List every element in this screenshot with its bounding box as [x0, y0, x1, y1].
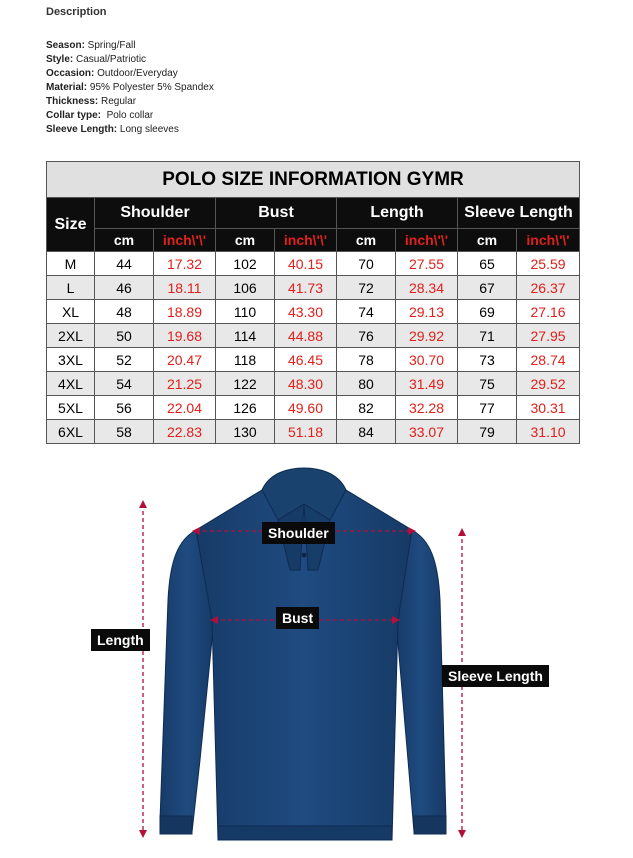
cm-value-cell: 54	[95, 372, 154, 396]
bust-label: Bust	[276, 607, 319, 629]
cm-value-cell: 67	[458, 276, 517, 300]
inch-value-cell: 18.11	[154, 276, 216, 300]
inch-value-cell: 31.10	[517, 420, 580, 444]
table-row	[47, 276, 580, 300]
size-cell: 6XL	[47, 420, 95, 444]
inch-value-cell: 21.25	[154, 372, 216, 396]
inch-value-cell: 43.30	[275, 300, 337, 324]
cm-value-cell: 122	[216, 372, 275, 396]
attribute-row	[46, 81, 214, 95]
table-row	[47, 420, 580, 444]
attribute-value: Casual/Patriotic	[73, 54, 147, 65]
button-2	[302, 553, 307, 558]
inch-value-cell: 26.37	[517, 276, 580, 300]
size-cell: M	[47, 252, 95, 276]
attribute-value: Polo collar	[101, 110, 154, 121]
inch-value-cell: 48.30	[275, 372, 337, 396]
inch-value-cell: 51.18	[275, 420, 337, 444]
cm-value-cell: 75	[458, 372, 517, 396]
column-header: Shoulder	[95, 198, 216, 229]
table-row	[47, 372, 580, 396]
table-title: POLO SIZE INFORMATION GYMR	[47, 162, 580, 198]
cm-value-cell: 84	[337, 420, 396, 444]
cm-value-cell: 74	[337, 300, 396, 324]
cm-value-cell: 50	[95, 324, 154, 348]
inch-value-cell: 40.15	[275, 252, 337, 276]
inch-value-cell: 17.32	[154, 252, 216, 276]
unit-cm-header: cm	[216, 229, 275, 252]
table-row	[47, 324, 580, 348]
inch-value-cell: 28.74	[517, 348, 580, 372]
polo-shirt-illustration	[0, 460, 633, 853]
attribute-key: Material:	[46, 82, 88, 93]
inch-value-cell: 22.04	[154, 396, 216, 420]
cm-value-cell: 46	[95, 276, 154, 300]
inch-value-cell: 30.31	[517, 396, 580, 420]
size-cell: XL	[47, 300, 95, 324]
size-chart-table	[46, 161, 580, 444]
sleeve-length-label: Sleeve Length	[442, 665, 549, 687]
unit-cm-header: cm	[458, 229, 517, 252]
inch-value-cell: 27.95	[517, 324, 580, 348]
size-cell: 2XL	[47, 324, 95, 348]
inch-value-cell: 27.16	[517, 300, 580, 324]
attribute-value: Outdoor/Everyday	[94, 68, 178, 79]
inch-value-cell: 33.07	[396, 420, 458, 444]
cm-value-cell: 48	[95, 300, 154, 324]
cm-value-cell: 69	[458, 300, 517, 324]
cm-value-cell: 44	[95, 252, 154, 276]
cm-value-cell: 118	[216, 348, 275, 372]
inch-value-cell: 20.47	[154, 348, 216, 372]
inch-value-cell: 44.88	[275, 324, 337, 348]
inch-value-cell: 28.34	[396, 276, 458, 300]
cm-value-cell: 70	[337, 252, 396, 276]
unit-inch-header: inch\'\'	[517, 229, 580, 252]
table-row	[47, 252, 580, 276]
size-cell: L	[47, 276, 95, 300]
cm-value-cell: 78	[337, 348, 396, 372]
cm-value-cell: 80	[337, 372, 396, 396]
column-header: Sleeve Length	[458, 198, 580, 229]
cm-value-cell: 110	[216, 300, 275, 324]
column-header: Bust	[216, 198, 337, 229]
cm-value-cell: 58	[95, 420, 154, 444]
unit-inch-header: inch\'\'	[275, 229, 337, 252]
unit-cm-header: cm	[95, 229, 154, 252]
cm-value-cell: 77	[458, 396, 517, 420]
attribute-key: Season:	[46, 40, 85, 51]
attribute-key: Style:	[46, 54, 74, 65]
attribute-value: Spring/Fall	[84, 40, 136, 51]
attribute-row	[46, 123, 214, 137]
unit-inch-header: inch\'\'	[396, 229, 458, 252]
size-cell: 4XL	[47, 372, 95, 396]
table-row	[47, 396, 580, 420]
attribute-key: Occasion:	[46, 68, 95, 79]
inch-value-cell: 46.45	[275, 348, 337, 372]
attribute-row	[46, 39, 214, 53]
inch-value-cell: 49.60	[275, 396, 337, 420]
table-row	[47, 348, 580, 372]
attribute-row	[46, 109, 214, 123]
cm-value-cell: 76	[337, 324, 396, 348]
cm-value-cell: 114	[216, 324, 275, 348]
cm-value-cell: 72	[337, 276, 396, 300]
inch-value-cell: 30.70	[396, 348, 458, 372]
attribute-row	[46, 67, 214, 81]
inch-value-cell: 25.59	[517, 252, 580, 276]
attribute-value: Regular	[98, 96, 137, 107]
table-row	[47, 300, 580, 324]
attribute-key: Thickness:	[46, 96, 99, 107]
attribute-row	[46, 95, 214, 109]
inch-value-cell: 29.13	[396, 300, 458, 324]
inch-value-cell: 29.52	[517, 372, 580, 396]
cm-value-cell: 82	[337, 396, 396, 420]
attribute-key: Sleeve Length:	[46, 124, 118, 135]
attribute-list	[46, 39, 214, 137]
size-cell: 5XL	[47, 396, 95, 420]
column-header: Size	[47, 198, 95, 252]
cm-value-cell: 52	[95, 348, 154, 372]
attribute-value: Long sleeves	[117, 124, 179, 135]
inch-value-cell: 22.83	[154, 420, 216, 444]
attribute-value: 95% Polyester 5% Spandex	[87, 82, 214, 93]
cm-value-cell: 106	[216, 276, 275, 300]
inch-value-cell: 18.89	[154, 300, 216, 324]
size-cell: 3XL	[47, 348, 95, 372]
inch-value-cell: 32.28	[396, 396, 458, 420]
length-label: Length	[91, 629, 150, 651]
cm-value-cell: 126	[216, 396, 275, 420]
column-header: Length	[337, 198, 458, 229]
unit-inch-header: inch\'\'	[154, 229, 216, 252]
cm-value-cell: 102	[216, 252, 275, 276]
inch-value-cell: 27.55	[396, 252, 458, 276]
inch-value-cell: 31.49	[396, 372, 458, 396]
attribute-key: Collar type:	[46, 110, 102, 121]
cm-value-cell: 79	[458, 420, 517, 444]
cm-value-cell: 73	[458, 348, 517, 372]
description-heading: Description	[46, 6, 107, 18]
inch-value-cell: 29.92	[396, 324, 458, 348]
polo-shirt-diagram	[0, 460, 633, 853]
cm-value-cell: 65	[458, 252, 517, 276]
cm-value-cell: 56	[95, 396, 154, 420]
unit-cm-header: cm	[337, 229, 396, 252]
inch-value-cell: 19.68	[154, 324, 216, 348]
cm-value-cell: 130	[216, 420, 275, 444]
attribute-row	[46, 53, 214, 67]
shoulder-label: Shoulder	[262, 522, 335, 544]
inch-value-cell: 41.73	[275, 276, 337, 300]
cm-value-cell: 71	[458, 324, 517, 348]
